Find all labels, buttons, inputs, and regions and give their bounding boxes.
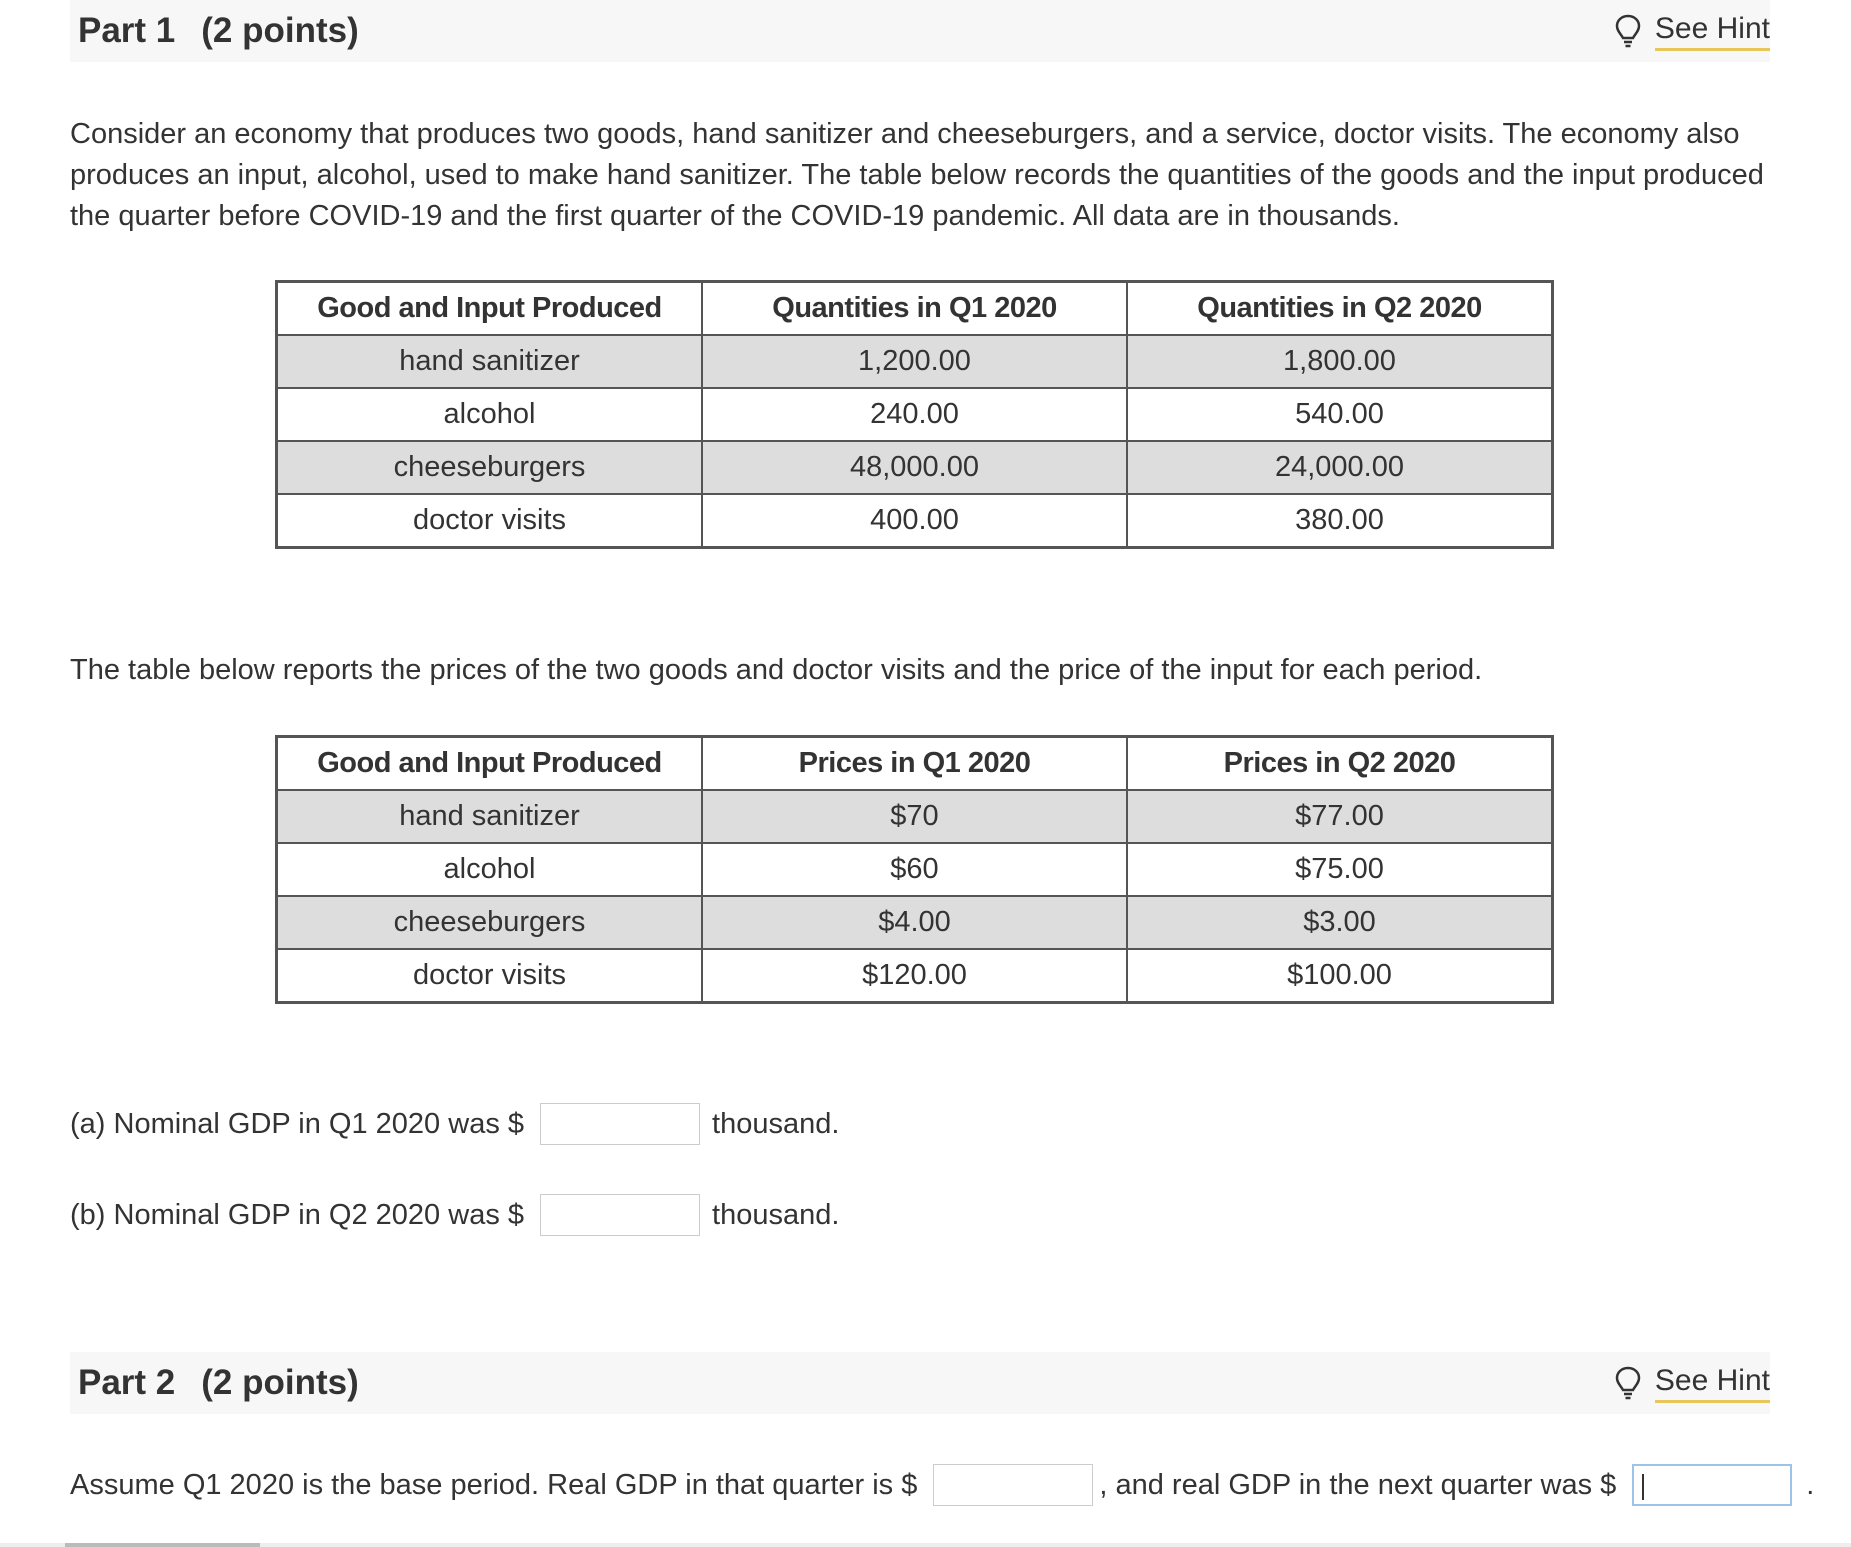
part2-question-lead: Assume Q1 2020 is the base period. Real GDP in that quarter is $ bbox=[70, 1468, 918, 1501]
table-cell: hand sanitizer bbox=[277, 335, 702, 388]
answer-b-input[interactable] bbox=[540, 1194, 700, 1236]
lightbulb-icon bbox=[1613, 13, 1643, 49]
table-cell: $77.00 bbox=[1127, 790, 1552, 843]
table-cell: 1,800.00 bbox=[1127, 335, 1552, 388]
part2-points: (2 points) bbox=[201, 1363, 359, 1402]
question-a-text: (a) Nominal GDP in Q1 2020 was $ bbox=[70, 1107, 525, 1140]
real-gdp-q1-input[interactable] bbox=[933, 1464, 1093, 1506]
table-row bbox=[277, 494, 1552, 547]
table-cell: alcohol bbox=[277, 388, 702, 441]
part2-question-mid: , and real GDP in the next quarter was $ bbox=[1099, 1468, 1617, 1501]
table-cell: cheeseburgers bbox=[277, 896, 702, 949]
part2-label: Part 2 bbox=[78, 1363, 176, 1402]
table-cell: $60 bbox=[702, 843, 1127, 896]
table-header: Prices in Q1 2020 bbox=[702, 737, 1127, 790]
part2-question-end: . bbox=[1806, 1468, 1815, 1501]
quantities-table bbox=[275, 280, 1554, 549]
table-cell: $70 bbox=[702, 790, 1127, 843]
table-cell: $3.00 bbox=[1127, 896, 1552, 949]
part2-title bbox=[78, 1363, 359, 1403]
table-header: Good and Input Produced bbox=[277, 282, 702, 335]
table-header: Quantities in Q2 2020 bbox=[1127, 282, 1552, 335]
part1-label: Part 1 bbox=[78, 11, 176, 50]
part1-see-hint-link[interactable] bbox=[1613, 0, 1770, 62]
table-row bbox=[277, 843, 1552, 896]
table-row bbox=[277, 441, 1552, 494]
table-cell: $120.00 bbox=[702, 949, 1127, 1002]
prices-intro-text: The table below reports the prices of the two goods and doctor visits and the price of the input for each period. bbox=[70, 654, 1483, 686]
table-cell: doctor visits bbox=[277, 949, 702, 1002]
scroll-indicator bbox=[65, 1543, 260, 1547]
table-cell: doctor visits bbox=[277, 494, 702, 547]
real-gdp-q2-input[interactable] bbox=[1632, 1464, 1792, 1506]
table-cell: $4.00 bbox=[702, 896, 1127, 949]
part1-title bbox=[78, 11, 359, 51]
question-a bbox=[70, 1103, 839, 1145]
bottom-divider bbox=[0, 1543, 1851, 1547]
table-cell: $100.00 bbox=[1127, 949, 1552, 1002]
table-cell: 240.00 bbox=[702, 388, 1127, 441]
table-row bbox=[277, 388, 1552, 441]
table-row bbox=[277, 335, 1552, 388]
question-b bbox=[70, 1194, 839, 1236]
table-cell: hand sanitizer bbox=[277, 790, 702, 843]
prices-table bbox=[275, 735, 1554, 1004]
table-cell: 540.00 bbox=[1127, 388, 1552, 441]
table-header: Quantities in Q1 2020 bbox=[702, 282, 1127, 335]
table-cell: 380.00 bbox=[1127, 494, 1552, 547]
table-cell: 1,200.00 bbox=[702, 335, 1127, 388]
table-cell: 400.00 bbox=[702, 494, 1127, 547]
question-b-text: (b) Nominal GDP in Q2 2020 was $ bbox=[70, 1198, 525, 1231]
part1-intro-text: Consider an economy that produces two goods, hand sanitizer and cheeseburgers, and a service, doctor visits. The economy also produces an input, alcohol, used to make hand sanitizer. The table below records the quantities of the goods and the input produced the quarter before COVID-19 and the first quarter of the COVID-19 pandemic. All data are in thousands. bbox=[70, 118, 1764, 232]
table-row bbox=[277, 896, 1552, 949]
part2-question bbox=[70, 1464, 1814, 1506]
part2-header bbox=[70, 1352, 1770, 1414]
text-caret bbox=[1642, 1474, 1644, 1500]
table-cell: alcohol bbox=[277, 843, 702, 896]
answer-a-input[interactable] bbox=[540, 1103, 700, 1145]
part2-hint-text[interactable]: See Hint bbox=[1655, 1364, 1770, 1403]
question-a-unit: thousand. bbox=[712, 1107, 840, 1140]
table-header: Good and Input Produced bbox=[277, 737, 702, 790]
table-row bbox=[277, 790, 1552, 843]
part1-header bbox=[70, 0, 1770, 62]
lightbulb-icon bbox=[1613, 1365, 1643, 1401]
part1-hint-text[interactable]: See Hint bbox=[1655, 12, 1770, 51]
part1-points: (2 points) bbox=[201, 11, 359, 50]
question-b-unit: thousand. bbox=[712, 1198, 840, 1231]
table-cell: $75.00 bbox=[1127, 843, 1552, 896]
table-cell: 24,000.00 bbox=[1127, 441, 1552, 494]
table-header: Prices in Q2 2020 bbox=[1127, 737, 1552, 790]
table-cell: cheeseburgers bbox=[277, 441, 702, 494]
table-cell: 48,000.00 bbox=[702, 441, 1127, 494]
table-row bbox=[277, 949, 1552, 1002]
part2-see-hint-link[interactable] bbox=[1613, 1352, 1770, 1414]
